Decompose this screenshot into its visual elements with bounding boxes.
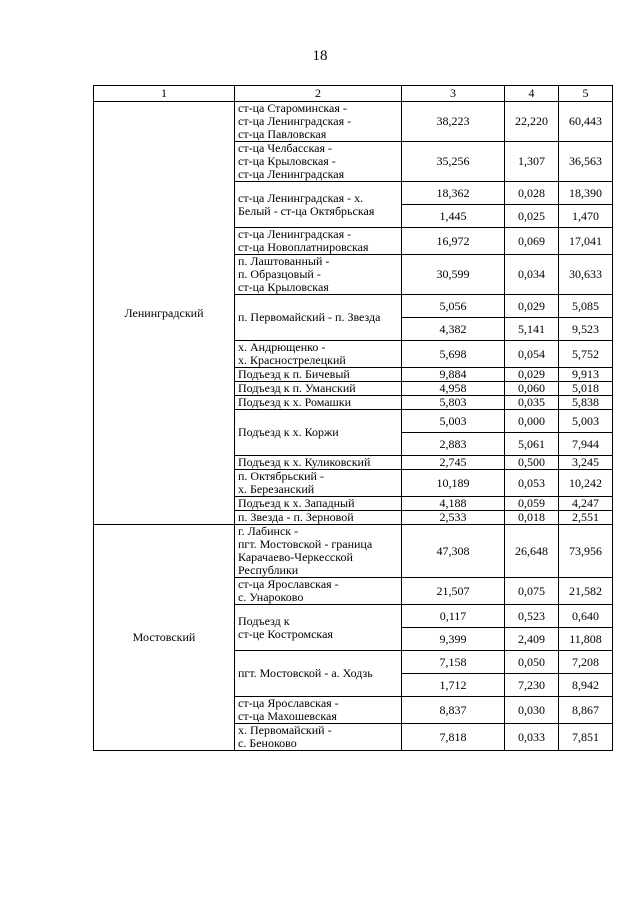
total-value: 21,582	[559, 578, 613, 605]
length-value: 5,698	[402, 341, 505, 368]
total-value: 73,956	[559, 525, 613, 578]
road-name: пгт. Мостовской - а. Ходзь	[235, 651, 402, 697]
length-value: 18,362	[402, 182, 505, 205]
table-row	[94, 525, 613, 578]
total-value: 18,390	[559, 182, 613, 205]
table-body	[94, 102, 613, 751]
total-value: 1,470	[559, 205, 613, 228]
length-value: 21,507	[402, 578, 505, 605]
extra-value: 0,000	[505, 410, 559, 433]
road-name: ст-ца Староминская - ст-ца Ленинградская - ст-ца Павловская	[235, 102, 402, 142]
total-value: 4,247	[559, 497, 613, 511]
total-value: 3,245	[559, 456, 613, 470]
road-name: Подъезд к х. Западный	[235, 497, 402, 511]
extra-value: 5,141	[505, 318, 559, 341]
extra-value: 0,033	[505, 724, 559, 751]
length-value: 7,158	[402, 651, 505, 674]
length-value: 2,883	[402, 433, 505, 456]
district-name: Мостовский	[94, 525, 235, 751]
column-header: 1	[94, 86, 235, 102]
road-name: п. Лаштованный - п. Образцовый - ст-ца Крыловская	[235, 255, 402, 295]
road-name: ст-ца Ленинградская - ст-ца Новоплатнировская	[235, 228, 402, 255]
road-name: г. Лабинск - пгт. Мостовской - граница Карачаево-Черкесской Республики	[235, 525, 402, 578]
total-value: 17,041	[559, 228, 613, 255]
total-value: 7,208	[559, 651, 613, 674]
length-value: 5,803	[402, 396, 505, 410]
extra-value: 0,075	[505, 578, 559, 605]
roads-table	[93, 85, 613, 751]
total-value: 5,085	[559, 295, 613, 318]
length-value: 2,745	[402, 456, 505, 470]
length-value: 4,382	[402, 318, 505, 341]
total-value: 5,018	[559, 382, 613, 396]
extra-value: 7,230	[505, 674, 559, 697]
total-value: 10,242	[559, 470, 613, 497]
extra-value: 0,025	[505, 205, 559, 228]
extra-value: 22,220	[505, 102, 559, 142]
extra-value: 0,050	[505, 651, 559, 674]
extra-value: 0,523	[505, 605, 559, 628]
column-header: 3	[402, 86, 505, 102]
total-value: 7,944	[559, 433, 613, 456]
total-value: 8,867	[559, 697, 613, 724]
length-value: 38,223	[402, 102, 505, 142]
total-value: 7,851	[559, 724, 613, 751]
road-name: Подъезд к х. Куликовский	[235, 456, 402, 470]
extra-value: 0,053	[505, 470, 559, 497]
extra-value: 0,029	[505, 295, 559, 318]
extra-value: 1,307	[505, 142, 559, 182]
road-name: х. Андрющенко - х. Краснострелецкий	[235, 341, 402, 368]
extra-value: 0,054	[505, 341, 559, 368]
length-value: 2,533	[402, 511, 505, 525]
extra-value: 0,069	[505, 228, 559, 255]
length-value: 7,818	[402, 724, 505, 751]
road-name: Подъезд к п. Уманский	[235, 382, 402, 396]
length-value: 4,188	[402, 497, 505, 511]
total-value: 60,443	[559, 102, 613, 142]
road-name: ст-ца Ярославская - с. Унароково	[235, 578, 402, 605]
length-value: 9,884	[402, 368, 505, 382]
road-name: Подъезд к х. Ромашки	[235, 396, 402, 410]
total-value: 2,551	[559, 511, 613, 525]
length-value: 0,117	[402, 605, 505, 628]
total-value: 5,003	[559, 410, 613, 433]
length-value: 4,958	[402, 382, 505, 396]
total-value: 9,913	[559, 368, 613, 382]
column-header: 5	[559, 86, 613, 102]
road-name: ст-ца Ярославская - ст-ца Махошевская	[235, 697, 402, 724]
length-value: 30,599	[402, 255, 505, 295]
header-row	[94, 86, 613, 102]
length-value: 35,256	[402, 142, 505, 182]
extra-value: 0,018	[505, 511, 559, 525]
total-value: 5,838	[559, 396, 613, 410]
road-name: Подъезд к ст-це Костромская	[235, 605, 402, 651]
extra-value: 0,028	[505, 182, 559, 205]
table-row	[94, 102, 613, 142]
road-name: х. Первомайский - с. Беноково	[235, 724, 402, 751]
length-value: 8,837	[402, 697, 505, 724]
extra-value: 0,034	[505, 255, 559, 295]
road-name: Подъезд к п. Бичевый	[235, 368, 402, 382]
column-header: 2	[235, 86, 402, 102]
length-value: 1,712	[402, 674, 505, 697]
length-value: 5,003	[402, 410, 505, 433]
extra-value: 0,030	[505, 697, 559, 724]
extra-value: 0,500	[505, 456, 559, 470]
length-value: 47,308	[402, 525, 505, 578]
total-value: 0,640	[559, 605, 613, 628]
total-value: 30,633	[559, 255, 613, 295]
length-value: 5,056	[402, 295, 505, 318]
road-name: ст-ца Челбасская - ст-ца Крыловская - ст-ца Ленинградская	[235, 142, 402, 182]
road-name: Подъезд к х. Коржи	[235, 410, 402, 456]
extra-value: 0,035	[505, 396, 559, 410]
length-value: 16,972	[402, 228, 505, 255]
extra-value: 0,029	[505, 368, 559, 382]
page-number: 18	[312, 48, 328, 64]
extra-value: 0,060	[505, 382, 559, 396]
total-value: 8,942	[559, 674, 613, 697]
extra-value: 0,059	[505, 497, 559, 511]
extra-value: 26,648	[505, 525, 559, 578]
extra-value: 2,409	[505, 628, 559, 651]
road-name: п. Звезда - п. Зерновой	[235, 511, 402, 525]
column-header: 4	[505, 86, 559, 102]
length-value: 1,445	[402, 205, 505, 228]
road-name: ст-ца Ленинградская - х. Белый - ст-ца Октябрьская	[235, 182, 402, 228]
total-value: 9,523	[559, 318, 613, 341]
road-name: п. Первомайский - п. Звезда	[235, 295, 402, 341]
total-value: 36,563	[559, 142, 613, 182]
extra-value: 5,061	[505, 433, 559, 456]
length-value: 10,189	[402, 470, 505, 497]
length-value: 9,399	[402, 628, 505, 651]
road-name: п. Октябрьский - х. Березанский	[235, 470, 402, 497]
total-value: 5,752	[559, 341, 613, 368]
district-name: Ленинградский	[94, 102, 235, 525]
total-value: 11,808	[559, 628, 613, 651]
